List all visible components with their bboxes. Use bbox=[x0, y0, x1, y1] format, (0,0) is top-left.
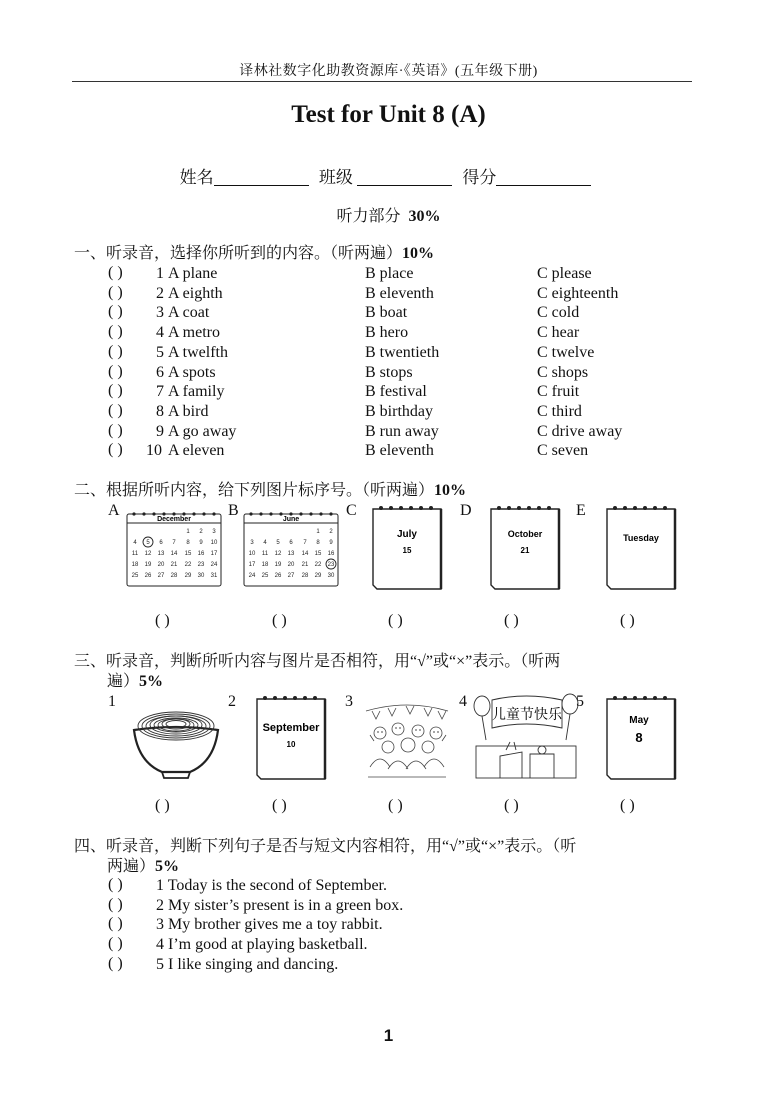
s4-statement: 3 My brother gives me a toy rabbit. bbox=[156, 916, 383, 933]
calendar-july-image bbox=[369, 503, 445, 595]
header-rule bbox=[72, 81, 692, 82]
s1-option-c: C eighteenth bbox=[537, 285, 619, 302]
s3-num-3: 3 bbox=[345, 693, 353, 710]
svg-text:26: 26 bbox=[144, 573, 152, 579]
s1-option-c: C seven bbox=[537, 442, 589, 459]
december-month: December bbox=[157, 516, 191, 523]
s1-option-a: A metro bbox=[168, 324, 220, 341]
svg-text:10: 10 bbox=[210, 540, 218, 546]
svg-text:5: 5 bbox=[276, 540, 280, 546]
s1-option-c: C shops bbox=[537, 364, 589, 381]
s1-item-number: 8 bbox=[156, 403, 164, 420]
page-header: 译林社数字化助教资源库·《英语》(五年级下册) bbox=[239, 64, 538, 79]
label-A: A bbox=[108, 502, 120, 519]
section4-title-line2: 两遍） bbox=[107, 858, 156, 875]
section4-title bbox=[74, 837, 694, 875]
s1-option-a: A twelfth bbox=[168, 344, 228, 361]
label-B: B bbox=[228, 502, 239, 519]
s4-answer-blank[interactable]: ( ) bbox=[108, 915, 123, 932]
class-label: 班级 bbox=[318, 168, 353, 187]
s1-answer-blank[interactable]: ( ) bbox=[108, 323, 123, 340]
svg-text:4: 4 bbox=[263, 540, 267, 546]
svg-text:24: 24 bbox=[248, 573, 256, 579]
s1-answer-blank[interactable]: ( ) bbox=[108, 284, 123, 301]
s1-item-number: 1 bbox=[156, 265, 164, 282]
july-day: 15 bbox=[402, 546, 412, 555]
s1-answer-blank[interactable]: ( ) bbox=[108, 441, 123, 458]
name-label: 姓名 bbox=[179, 168, 214, 187]
answer-blank-E[interactable]: ( ) bbox=[620, 612, 635, 629]
s1-option-b: B twentieth bbox=[365, 344, 440, 361]
s4-statement: 4 I’m good at playing basketball. bbox=[156, 936, 368, 953]
s1-option-b: B festival bbox=[365, 383, 427, 400]
svg-text:12: 12 bbox=[274, 551, 282, 557]
svg-text:2: 2 bbox=[199, 529, 203, 535]
score-field[interactable] bbox=[496, 167, 591, 186]
calendar-september-image bbox=[253, 693, 329, 785]
svg-text:14: 14 bbox=[301, 551, 309, 557]
svg-text:21: 21 bbox=[170, 562, 178, 568]
answer-blank-3-3[interactable]: ( ) bbox=[388, 797, 403, 814]
svg-text:14: 14 bbox=[170, 551, 178, 557]
section1-title-text: 一、听录音，选择你所听到的内容。（听两遍） bbox=[74, 245, 403, 262]
section4-score: 5% bbox=[155, 858, 180, 875]
s1-item-number: 5 bbox=[156, 344, 164, 361]
svg-text:15: 15 bbox=[314, 551, 322, 557]
september-day: 10 bbox=[286, 740, 296, 749]
section2-title bbox=[74, 481, 714, 501]
svg-text:22: 22 bbox=[314, 562, 322, 568]
svg-text:16: 16 bbox=[327, 551, 335, 557]
label-E: E bbox=[576, 502, 586, 519]
svg-text:28: 28 bbox=[170, 573, 178, 579]
section4-title-line2-wrap bbox=[107, 857, 179, 877]
s1-option-a: A family bbox=[168, 383, 225, 400]
svg-text:7: 7 bbox=[303, 540, 307, 546]
listening-part-heading bbox=[0, 203, 777, 226]
answer-blank-3-4[interactable]: ( ) bbox=[504, 797, 519, 814]
svg-text:2: 2 bbox=[329, 529, 333, 535]
section3-title-line2-wrap bbox=[107, 672, 163, 692]
svg-text:23: 23 bbox=[197, 562, 205, 568]
svg-text:11: 11 bbox=[261, 551, 269, 557]
label-D: D bbox=[460, 502, 472, 519]
svg-text:25: 25 bbox=[261, 573, 269, 579]
childrens-day-banner-image bbox=[470, 690, 582, 782]
s1-option-c: C third bbox=[537, 403, 582, 420]
svg-text:11: 11 bbox=[131, 551, 139, 557]
s3-num-5: 5 bbox=[576, 693, 584, 710]
party-crowd-image bbox=[362, 697, 452, 781]
s1-option-a: A plane bbox=[168, 265, 218, 282]
svg-text:17: 17 bbox=[248, 562, 256, 568]
s1-option-a: A coat bbox=[168, 304, 210, 321]
s4-answer-blank[interactable]: ( ) bbox=[108, 896, 123, 913]
svg-text:26: 26 bbox=[274, 573, 282, 579]
svg-text:7: 7 bbox=[172, 540, 176, 546]
october-month: October bbox=[507, 529, 543, 539]
section2-score: 10% bbox=[434, 482, 467, 499]
calendar-december-image bbox=[124, 510, 224, 590]
svg-text:24: 24 bbox=[210, 562, 218, 568]
svg-text:29: 29 bbox=[314, 573, 322, 579]
section3-title bbox=[74, 652, 684, 690]
svg-text:30: 30 bbox=[197, 573, 205, 579]
svg-text:3: 3 bbox=[212, 529, 216, 535]
s1-option-c: C drive away bbox=[537, 423, 623, 440]
october-day: 21 bbox=[520, 546, 530, 555]
s1-item-number: 7 bbox=[156, 383, 164, 400]
svg-text:28: 28 bbox=[301, 573, 309, 579]
answer-blank-3-5[interactable]: ( ) bbox=[620, 797, 635, 814]
svg-text:1: 1 bbox=[186, 529, 190, 535]
s1-option-b: B eleventh bbox=[365, 442, 434, 459]
s3-num-1: 1 bbox=[108, 693, 116, 710]
s3-num-2: 2 bbox=[228, 693, 236, 710]
s1-item-number: 9 bbox=[156, 423, 164, 440]
answer-blank-3-2[interactable]: ( ) bbox=[272, 797, 287, 814]
s1-answer-blank[interactable]: ( ) bbox=[108, 363, 123, 380]
svg-text:12: 12 bbox=[144, 551, 152, 557]
svg-text:27: 27 bbox=[287, 573, 295, 579]
s1-option-a: A bird bbox=[168, 403, 209, 420]
name-field[interactable] bbox=[214, 167, 309, 186]
banner-text: 儿童节快乐 bbox=[492, 707, 562, 723]
s1-item-number: 2 bbox=[156, 285, 164, 302]
s1-option-b: B eleventh bbox=[365, 285, 434, 302]
may-month: May bbox=[629, 715, 649, 726]
section3-score: 5% bbox=[139, 673, 164, 690]
s4-answer-blank[interactable]: ( ) bbox=[108, 955, 123, 972]
s1-answer-blank[interactable]: ( ) bbox=[108, 343, 123, 360]
svg-text:13: 13 bbox=[287, 551, 295, 557]
s1-option-b: B stops bbox=[365, 364, 413, 381]
s1-item-number: 4 bbox=[156, 324, 164, 341]
s1-option-c: C cold bbox=[537, 304, 580, 321]
s1-option-c: C hear bbox=[537, 324, 580, 341]
s3-num-4: 4 bbox=[459, 693, 467, 710]
s1-answer-blank[interactable]: ( ) bbox=[108, 402, 123, 419]
svg-text:21: 21 bbox=[301, 562, 309, 568]
s4-answer-blank[interactable]: ( ) bbox=[108, 935, 123, 952]
svg-text:22: 22 bbox=[184, 562, 192, 568]
section1-title bbox=[74, 244, 714, 264]
s1-option-a: A go away bbox=[168, 423, 237, 440]
score-label: 得分 bbox=[462, 168, 497, 187]
s1-item-number: 10 bbox=[146, 442, 162, 459]
answer-blank-3-1[interactable]: ( ) bbox=[155, 797, 170, 814]
calendar-october-image bbox=[487, 503, 563, 595]
s1-option-b: B boat bbox=[365, 304, 408, 321]
svg-text:19: 19 bbox=[274, 562, 282, 568]
student-info bbox=[0, 163, 777, 188]
calendar-may-image bbox=[603, 693, 679, 785]
section3-title-line2: 遍） bbox=[107, 673, 140, 690]
s4-statement: 1 Today is the second of September. bbox=[156, 877, 387, 894]
listening-part-percent: 30% bbox=[408, 208, 441, 225]
section1-score: 10% bbox=[402, 245, 435, 262]
s1-option-c: C twelve bbox=[537, 344, 595, 361]
svg-text:13: 13 bbox=[157, 551, 165, 557]
svg-text:9: 9 bbox=[199, 540, 203, 546]
calendar-tuesday-image bbox=[603, 503, 679, 595]
s1-option-b: B place bbox=[365, 265, 414, 282]
section2-title-text: 二、根据所听内容，给下列图片标序号。（听两遍） bbox=[74, 482, 435, 499]
svg-text:30: 30 bbox=[327, 573, 335, 579]
june-month: June bbox=[282, 516, 300, 523]
listening-part-label: 听力部分 bbox=[336, 208, 401, 225]
s1-option-b: B run away bbox=[365, 423, 439, 440]
svg-text:20: 20 bbox=[287, 562, 295, 568]
answer-blank-B[interactable]: ( ) bbox=[272, 612, 287, 629]
svg-text:1: 1 bbox=[316, 529, 320, 535]
s1-option-a: A spots bbox=[168, 364, 216, 381]
answer-blank-A[interactable]: ( ) bbox=[155, 612, 170, 629]
page-title: Test for Unit 8 (A) bbox=[291, 101, 486, 128]
noodles-bowl-image bbox=[128, 700, 224, 782]
svg-text:5: 5 bbox=[146, 540, 150, 546]
s1-option-a: A eleven bbox=[168, 442, 225, 459]
svg-text:31: 31 bbox=[210, 573, 218, 579]
svg-text:17: 17 bbox=[210, 551, 218, 557]
page-number: 1 bbox=[383, 1026, 394, 1045]
svg-text:29: 29 bbox=[184, 573, 192, 579]
s4-statement: 5 I like singing and dancing. bbox=[156, 956, 339, 973]
svg-text:6: 6 bbox=[159, 540, 163, 546]
september-month: September bbox=[262, 722, 320, 734]
svg-text:20: 20 bbox=[157, 562, 165, 568]
svg-text:15: 15 bbox=[184, 551, 192, 557]
svg-text:10: 10 bbox=[248, 551, 256, 557]
svg-text:27: 27 bbox=[157, 573, 165, 579]
s1-answer-blank[interactable]: ( ) bbox=[108, 303, 123, 320]
svg-text:18: 18 bbox=[261, 562, 269, 568]
svg-text:23: 23 bbox=[327, 562, 335, 568]
s1-option-a: A eighth bbox=[168, 285, 223, 302]
tuesday-label: Tuesday bbox=[623, 533, 659, 543]
svg-text:3: 3 bbox=[250, 540, 254, 546]
s1-item-number: 6 bbox=[156, 364, 164, 381]
answer-blank-C[interactable]: ( ) bbox=[388, 612, 403, 629]
answer-blank-D[interactable]: ( ) bbox=[504, 612, 519, 629]
class-field[interactable] bbox=[357, 167, 452, 186]
s4-statement: 2 My sister’s present is in a green box. bbox=[156, 897, 404, 914]
s1-option-b: B hero bbox=[365, 324, 409, 341]
label-C: C bbox=[346, 502, 357, 519]
svg-text:8: 8 bbox=[186, 540, 190, 546]
section4-title-line1: 四、听录音，判断下列句子是否与短文内容相符，用“√”或“×”表示。（听 bbox=[74, 838, 577, 855]
s4-answer-blank[interactable]: ( ) bbox=[108, 876, 123, 893]
svg-text:4: 4 bbox=[133, 540, 137, 546]
s1-item-number: 3 bbox=[156, 304, 164, 321]
may-day: 8 bbox=[635, 730, 643, 745]
svg-text:6: 6 bbox=[289, 540, 293, 546]
svg-text:16: 16 bbox=[197, 551, 205, 557]
svg-text:25: 25 bbox=[131, 573, 139, 579]
s1-answer-blank[interactable]: ( ) bbox=[108, 422, 123, 439]
s1-option-c: C fruit bbox=[537, 383, 580, 400]
s1-answer-blank[interactable]: ( ) bbox=[108, 264, 123, 281]
s1-option-b: B birthday bbox=[365, 403, 433, 420]
s1-answer-blank[interactable]: ( ) bbox=[108, 382, 123, 399]
section3-title-line1: 三、听录音，判断所听内容与图片是否相符，用“√”或“×”表示。（听两 bbox=[74, 653, 561, 670]
svg-text:18: 18 bbox=[131, 562, 139, 568]
s1-option-c: C please bbox=[537, 265, 592, 282]
svg-text:9: 9 bbox=[329, 540, 333, 546]
calendar-june-image bbox=[241, 510, 341, 590]
svg-text:19: 19 bbox=[144, 562, 152, 568]
svg-text:8: 8 bbox=[316, 540, 320, 546]
july-month: July bbox=[396, 529, 418, 540]
